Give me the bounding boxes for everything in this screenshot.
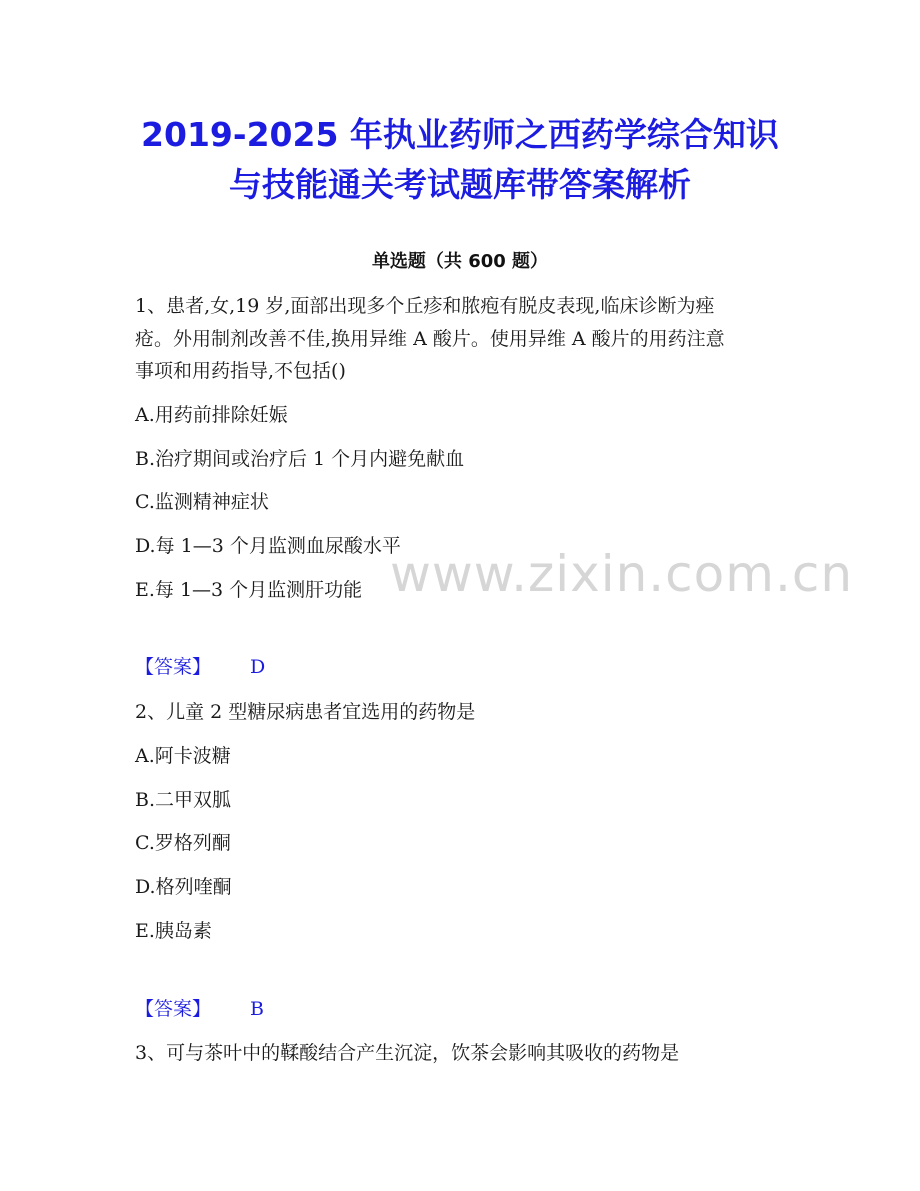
question-2-option-a: A.阿卡波糖 <box>135 745 231 767</box>
question-1-answer <box>135 652 266 682</box>
watermark: www.zixin.com.cn <box>390 545 854 603</box>
question-2-option-e: E.胰岛素 <box>135 920 212 942</box>
question-1-stem-line-3: 事项和用药指导,不包括() <box>135 360 346 382</box>
answer-label: 【答案】 <box>135 998 212 1020</box>
document-title-line-1: 2019-2025 年执业药师之西药学综合知识 <box>141 115 779 154</box>
question-1-stem-line-1: 1、患者,女,19 岁,面部出现多个丘疹和脓疱有脱皮表现,临床诊断为痤 <box>135 295 715 317</box>
question-1-option-b: B.治疗期间或治疗后 1 个月内避免献血 <box>135 448 465 470</box>
answer-value: D <box>250 656 266 678</box>
question-1-stem-line-2: 疮。外用制剂改善不佳,换用异维 A 酸片。使用异维 A 酸片的用药注意 <box>135 328 725 350</box>
document-title-line-2: 与技能通关考试题库带答案解析 <box>229 165 691 204</box>
question-2-option-c: C.罗格列酮 <box>135 832 231 854</box>
answer-label: 【答案】 <box>135 656 212 678</box>
section-heading: 单选题（共 600 题） <box>371 251 549 272</box>
question-2-option-b: B.二甲双胍 <box>135 789 232 811</box>
question-1-option-d: D.每 1—3 个月监测血尿酸水平 <box>135 535 401 557</box>
question-2-option-d: D.格列喹酮 <box>135 876 232 898</box>
question-1-option-a: A.用药前排除妊娠 <box>135 404 288 426</box>
question-3-stem-line-1: 3、可与茶叶中的鞣酸结合产生沉淀，饮茶会影响其吸收的药物是 <box>135 1042 680 1064</box>
question-2-answer <box>135 994 264 1024</box>
question-1-option-c: C.监测精神症状 <box>135 491 269 513</box>
answer-value: B <box>250 998 264 1020</box>
question-1-option-e: E.每 1—3 个月监测肝功能 <box>135 579 363 601</box>
question-2-stem-line-1: 2、儿童 2 型糖尿病患者宜选用的药物是 <box>135 701 476 723</box>
